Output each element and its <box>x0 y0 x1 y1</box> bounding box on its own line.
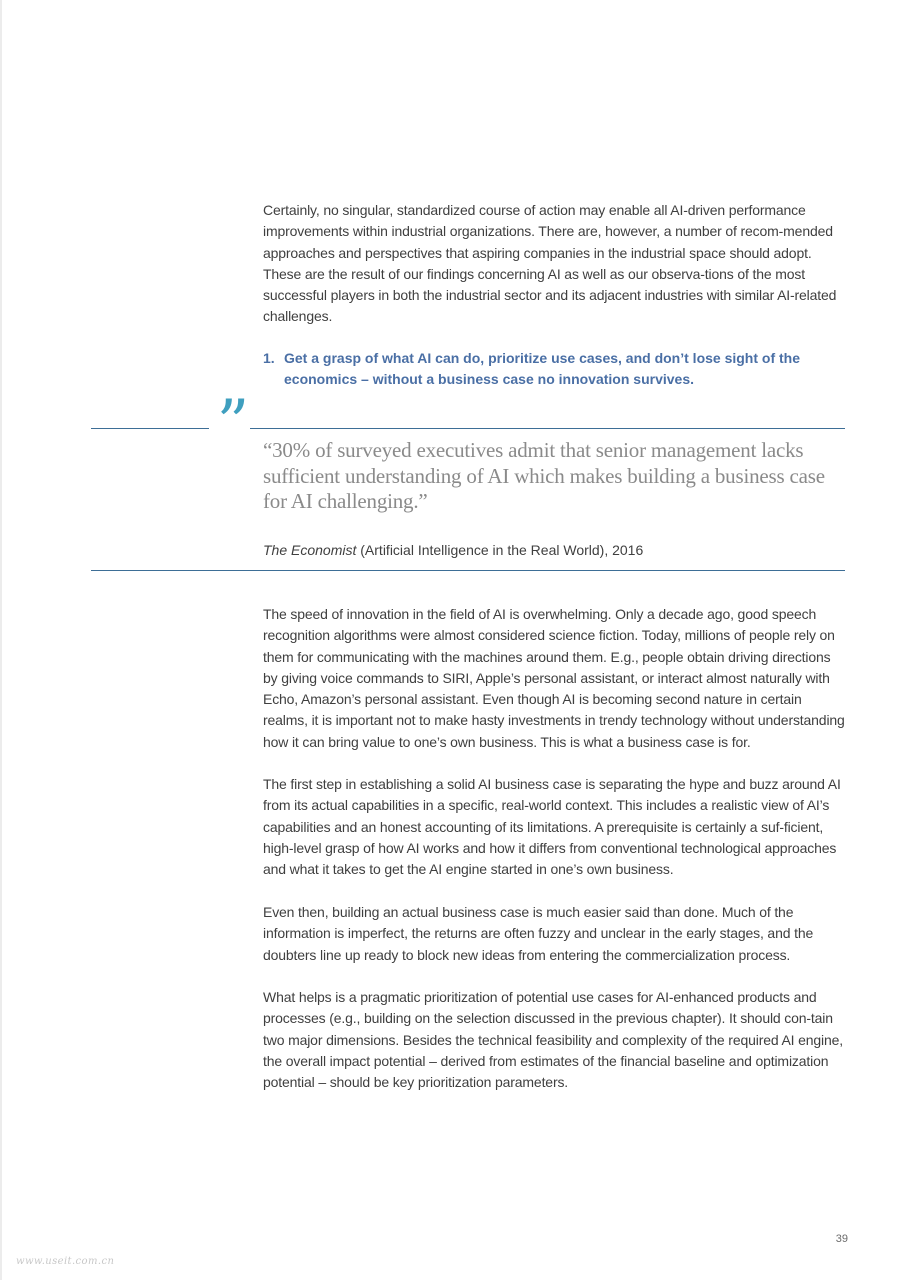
section-heading <box>263 348 847 391</box>
body-paragraph: The speed of innovation in the field of AI is overwhelming. Only a decade ago, good speech recognition algorithms were almost considered science fiction. Today, millions of people rely on them for communicating with the machines around them. E.g., people obtain driving directions by giving voice commands to SIRI, Apple’s personal assistant, or interact almost naturally with Echo, Amazon’s personal assistant. Even though AI is becoming second nature in certain realms, it is important not to make hasty investments in trendy technology without understanding how it can bring value to one’s own business. This is what a business case is for. <box>263 606 845 750</box>
body-paragraph: The first step in establishing a solid AI business case is separating the hype and buzz around AI from its actual capabilities in a specific, real-world context. This includes a realistic view of AI’s capabilities and an honest accounting of its limitations. A prerequisite is certainly a suf-ficient, high-level grasp of how AI works and how it differs from conventional technological approaches and what it takes to get the AI engine started in one’s own business. <box>263 776 841 878</box>
page-edge <box>0 0 2 1280</box>
quote-rule-left <box>91 428 209 429</box>
pull-quote-source <box>263 540 847 560</box>
quote-rule-right <box>250 428 845 429</box>
watermark: www.useit.com.cn <box>16 1256 115 1267</box>
section-heading-text: Get a grasp of what AI can do, prioritize use cases, and don’t lose sight of the economics – without a business case no innovation survives. <box>284 350 801 388</box>
page-number: 39 <box>835 1233 848 1245</box>
source-publication: The Economist <box>263 542 357 558</box>
intro-paragraph: Certainly, no singular, standardized course of action may enable all AI-driven performance improvements within industrial organizations. There are, however, a number of recom-mended approaches and perspectives that aspiring companies in the industrial space should adopt. These are the result of our findings concerning AI as well as our observa-tions of the most successful players in both the industrial sector and its adjacent industries with similar AI-related challenges. <box>263 202 837 325</box>
body-paragraph: What helps is a pragmatic prioritization of potential use cases for AI-enhanced products and processes (e.g., building on the selection discussed in the previous chapter). It should con-tain two major dimensions. Besides the technical feasibility and complexity of the required AI engine, the overall impact potential – derived from estimates of the financial baseline and optimization potential – should be key prioritization parameters. <box>263 989 843 1091</box>
section-heading-number: 1. <box>263 350 275 366</box>
quote-rule-bottom <box>91 570 845 571</box>
body-paragraph: Even then, building an actual business case is much easier said than done. Much of the information is imperfect, the returns are often fuzzy and unclear in the early stages, and the doubters line up ready to block new ideas from entering the commercialization process. <box>263 904 814 963</box>
source-details: (Artificial Intelligence in the Real World), 2016 <box>356 542 644 558</box>
quotation-mark-icon: ” <box>216 387 250 461</box>
pull-quote-text: “30% of surveyed executives admit that senior management lacks sufficient understanding of AI which makes building a business case for AI challenging.” <box>263 438 825 513</box>
